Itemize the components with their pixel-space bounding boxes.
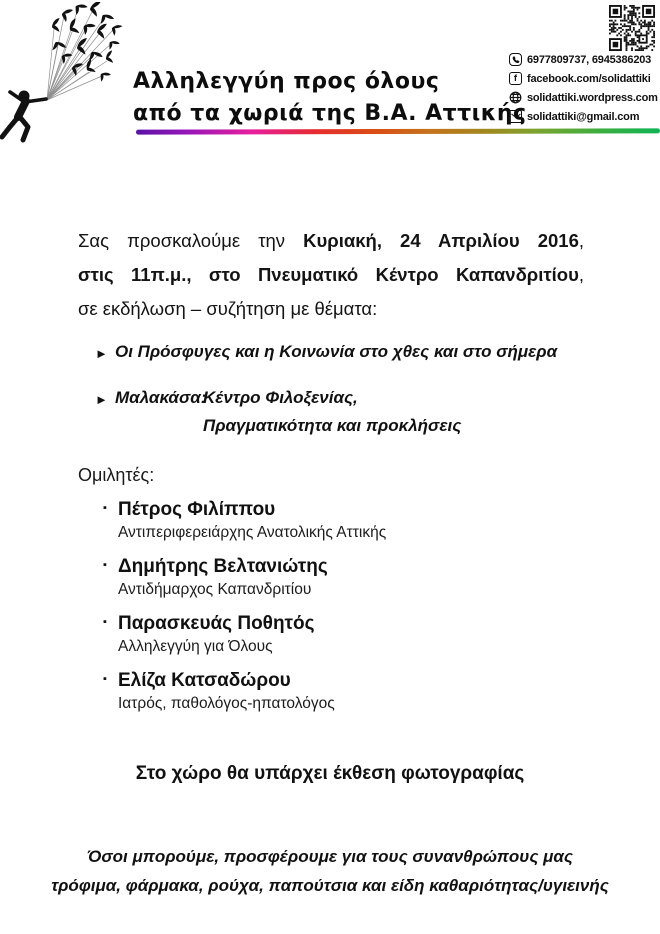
invitation-line3: σε εκδήλωση – συζήτηση με θέματα: [78, 298, 378, 319]
speaker-item [78, 669, 558, 714]
speaker-role: Αλληλεγγύη για Όλους [118, 638, 273, 655]
phone-icon [509, 53, 522, 66]
contact-website-row [509, 88, 658, 107]
speakers-section [78, 464, 558, 714]
topic-malakasa-line1: Κέντρο Φιλοξενίας, [203, 388, 358, 407]
speaker-name: Παρασκευάς Ποθητός [118, 613, 315, 634]
square-bullet-icon: ▪ [103, 502, 107, 514]
contact-facebook-row [509, 69, 658, 88]
birds-carrying-person-logo [0, 2, 135, 152]
speaker-role: Ιατρός, παθολόγος-ηπατολόγος [118, 695, 335, 712]
topic-refugees [95, 339, 585, 367]
person-silhouette [2, 91, 46, 140]
square-bullet-icon: ▪ [103, 616, 107, 628]
facebook-icon: f [509, 72, 522, 85]
bird-flock [50, 2, 123, 84]
donation-note-line2: τρόφιμα, φάρμακα, ρούχα, παπούτσια και είδη καθαριότητας/υγιεινής [51, 876, 609, 895]
speaker-name: Ελίζα Κατσαδώρου [118, 670, 291, 691]
phone-numbers: 6977809737, 6945386203 [527, 53, 652, 66]
speaker-role: Αντιδήμαρχος Καπανδριτίου [118, 581, 312, 598]
invitation-line2-comma: , [578, 264, 584, 285]
organization-name [133, 66, 533, 130]
photo-exhibition-note: Στο χώρο θα υπάρχει έκθεση φωτογραφίας [135, 763, 525, 784]
email-icon [509, 110, 522, 123]
contact-phone-row [509, 50, 658, 69]
org-name-line1: Αλληλεγγύη προς όλους [133, 69, 440, 94]
invitation-time-venue: στις 11π.μ., στο Πνευματικό Κέντρο Καπανδριτίου [78, 264, 579, 285]
donation-note [0, 842, 660, 900]
speaker-info [118, 669, 335, 714]
topic-malakasa [95, 385, 585, 441]
speaker-name: Δημήτρης Βελτανιώτης [118, 556, 328, 577]
invitation-line1-pre: Σας προσκαλούμε την [78, 230, 304, 251]
org-name-line2: από τα χωριά της Β.Α. Αττικής [133, 101, 527, 126]
square-bullet-icon: ▪ [103, 559, 107, 571]
invitation-line1 [78, 224, 584, 258]
rainbow-divider [136, 128, 660, 134]
topic-malakasa-line2: Πραγματικότητα και προκλήσεις [203, 416, 462, 435]
triangle-bullet-icon: ► [95, 392, 108, 407]
topics-list [95, 339, 585, 441]
invitation-line2 [78, 258, 584, 292]
speaker-item [78, 612, 558, 657]
speaker-name: Πέτρος Φιλίππου [118, 499, 276, 520]
topic-malakasa-text [203, 385, 461, 441]
qr-code [609, 5, 655, 51]
contact-info [509, 50, 658, 126]
donation-note-line1: Όσοι μπορούμε, προσφέρουμε για τους συνανθρώπους μας [87, 847, 573, 866]
speaker-info [118, 612, 315, 657]
email-address: solidattiki@gmail.com [527, 110, 640, 123]
contact-email-row [509, 107, 658, 126]
speaker-item [78, 555, 558, 600]
facebook-url: facebook.com/solidattiki [527, 72, 651, 85]
topic-refugees-text: Οι Πρόσφυγες και η Κοινωνία στο χθες και στο σήμερα [115, 342, 558, 361]
website-url: solidattiki.wordpress.com [527, 91, 658, 104]
speaker-info [118, 498, 386, 543]
invitation-date: Κυριακή, 24 Απριλίου 2016 [303, 230, 579, 251]
speaker-item [78, 498, 558, 543]
speaker-info [118, 555, 328, 600]
speakers-heading: Ομιλητές: [78, 465, 155, 485]
square-bullet-icon: ▪ [103, 673, 107, 685]
speaker-role: Αντιπεριφερειάρχης Ανατολικής Αττικής [118, 524, 387, 541]
globe-icon [509, 91, 522, 104]
topic-malakasa-label: Μαλακάσα: [115, 388, 207, 407]
invitation-text [78, 224, 584, 326]
invitation-line1-comma: , [578, 230, 584, 251]
triangle-bullet-icon: ► [95, 346, 108, 361]
